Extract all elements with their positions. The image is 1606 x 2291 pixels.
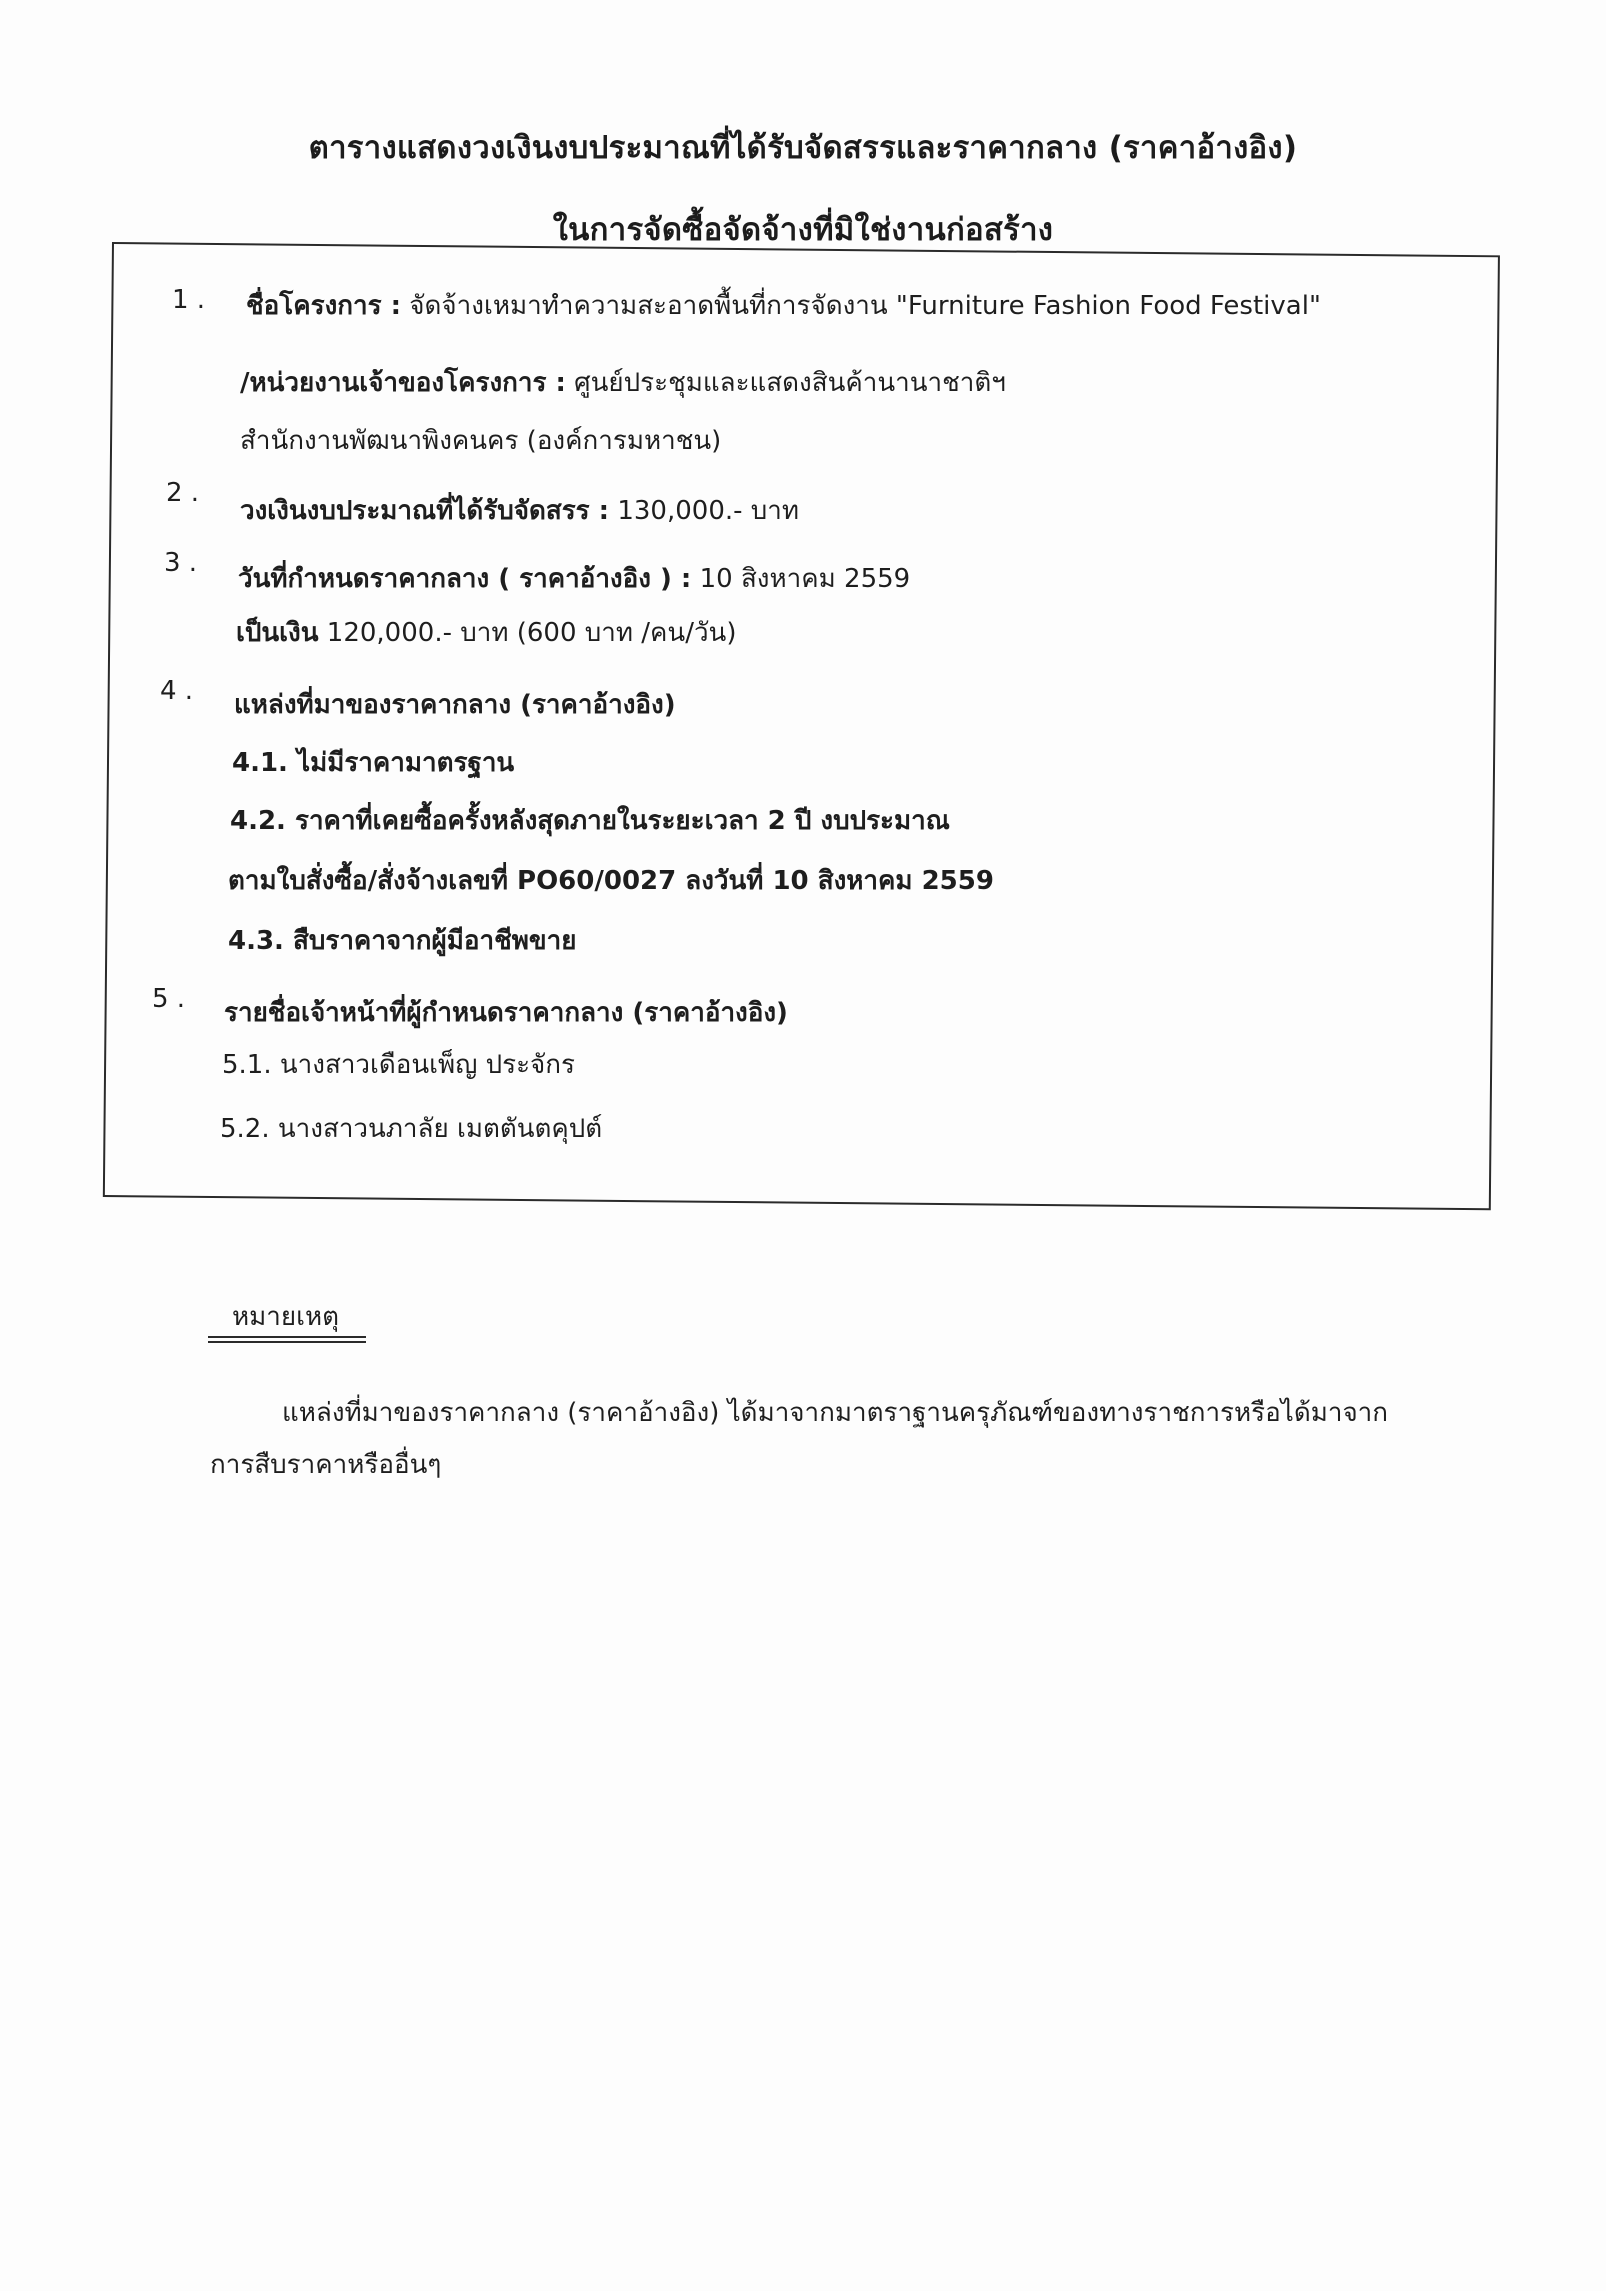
item-2-value: 130,000.- บาท [609,496,800,526]
item-1-line-2 [240,362,1006,403]
item-5-number: 5 . [152,984,186,1014]
item-3-line-1 [238,558,910,599]
item-2-line [240,490,799,531]
item-1-line-1 [246,285,1321,326]
item-3-number: 3 . [164,548,198,578]
item-1-owner-label: /หน่วยงานเจ้าของโครงการ : [240,368,566,398]
item-3-amount-label: เป็นเงิน [236,618,319,648]
item-1-value: จัดจ้างเหมาทำความสะอาดพื้นที่การจัดงาน "Furniture Fashion Food Festival" [401,291,1321,321]
item-2-label: วงเงินงบประมาณที่ได้รับจัดสรร : [240,496,610,526]
item-4-label: แหล่งที่มาของราคากลาง (ราคาอ้างอิง) [234,690,676,720]
item-3-label: วันที่กำหนดราคากลาง ( ราคาอ้างอิง ) : [238,564,692,594]
item-3-value: 10 สิงหาคม 2559 [691,564,911,594]
note-underline-2 [208,1341,366,1343]
item-3-line-2 [236,612,736,653]
item-4-sub-2-line-2: ตามใบสั่งซื้อ/สั่งจ้างเลขที่ PO60/0027 ลงวันที่ 10 สิงหาคม 2559 [228,866,994,896]
item-1-label: ชื่อโครงการ : [246,291,402,321]
item-4-sub-1: 4.1. ไม่มีราคามาตรฐาน [232,748,515,778]
document-title-line-2: ในการจัดซื้อจัดจ้างที่มิใช่งานก่อสร้าง [552,212,1054,248]
item-1-owner-value: ศูนย์ประชุมและแสดงสินค้านานาชาติฯ [565,368,1006,398]
document-title-line-1: ตารางแสดงวงเงินงบประมาณที่ได้รับจัดสรรและราคากลาง (ราคาอ้างอิง) [308,130,1298,166]
item-4-sub-2-line-1: 4.2. ราคาที่เคยซื้อครั้งหลังสุดภายในระยะเวลา 2 ปี งบประมาณ [230,806,950,836]
note-line-1: แหล่งที่มาของราคากลาง (ราคาอ้างอิง) ได้มาจากมาตราฐานครุภัณฑ์ของทางราชการหรือได้มาจาก [282,1398,1389,1428]
note-line-2: การสืบราคาหรืออื่นๆ [210,1450,442,1480]
item-4-sub-3: 4.3. สืบราคาจากผู้มีอาชีพขาย [228,926,577,956]
item-2-number: 2 . [166,478,200,508]
item-5-sub-1: 5.1. นางสาวเดือนเพ็ญ ประจักร [222,1050,575,1080]
item-1-number: 1 . [172,285,206,315]
item-5-sub-2: 5.2. นางสาวนภาลัย เมตตันตคุปต์ [220,1114,603,1144]
item-4-number: 4 . [160,676,194,706]
note-underline-1 [208,1336,366,1338]
item-1-line-3: สำนักงานพัฒนาพิงคนคร (องค์การมหาชน) [240,426,722,456]
item-3-amount-value: 120,000.- บาท (600 บาท /คน/วัน) [318,618,737,648]
note-heading: หมายเหตุ [232,1302,340,1332]
item-5-label: รายชื่อเจ้าหน้าที่ผู้กำหนดราคากลาง (ราคาอ้างอิง) [224,998,788,1028]
